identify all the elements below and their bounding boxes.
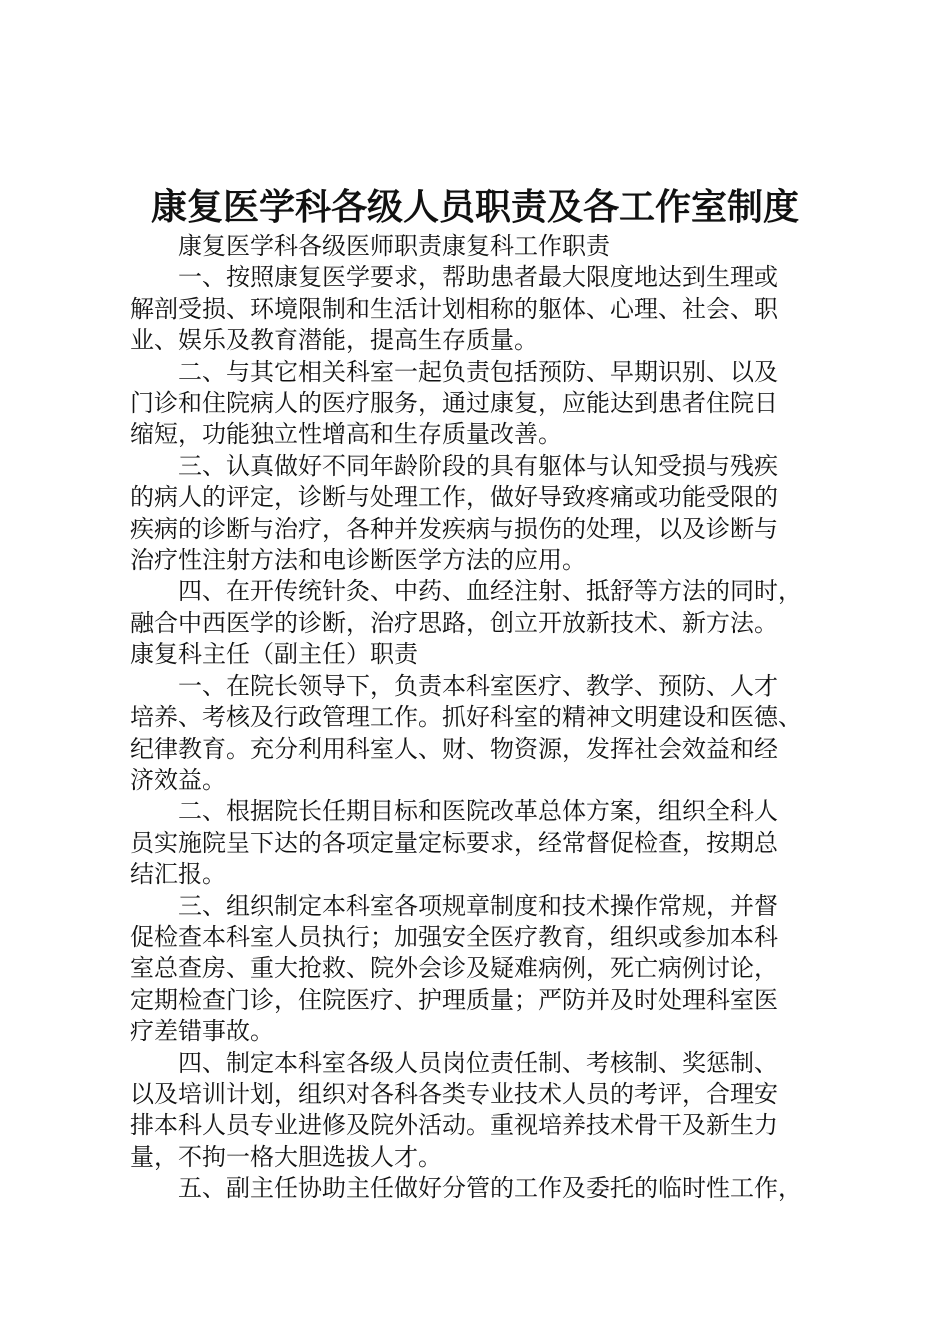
paragraph-line: 三、组织制定本科室各项规章制度和技术操作常规，并督 [178, 891, 778, 920]
paragraph-line: 纪律教育。充分利用科室人、财、物资源，发挥社会效益和经 [130, 734, 778, 763]
paragraph-line: 室总查房、重大抢救、院外会诊及疑难病例，死亡病例讨论， [130, 954, 778, 983]
paragraph-line: 业、娱乐及教育潜能，提高生存质量。 [130, 326, 538, 355]
paragraph-line: 三、认真做好不同年龄阶段的具有躯体与认知受损与残疾 [178, 451, 778, 480]
paragraph-line: 济效益。 [130, 765, 226, 794]
paragraph [130, 1173, 830, 1204]
paragraph-line: 四、制定本科室各级人员岗位责任制、考核制、奖惩制、 [178, 1048, 778, 1077]
document-title: 康复医学科各级人员职责及各工作室制度 [150, 187, 799, 228]
paragraph-line: 量，不拘一格大胆选拔人才。 [130, 1142, 442, 1171]
paragraph-line: 康复科主任（副主任）职责 [130, 640, 418, 669]
paragraph-line: 定期检查门诊，住院医疗、护理质量；严防并及时处理科室医 [130, 985, 778, 1014]
paragraph-line: 一、按照康复医学要求，帮助患者最大限度地达到生理或 [178, 263, 778, 292]
paragraph-line: 的病人的评定，诊断与处理工作，做好导致疼痛或功能受限的 [130, 483, 778, 512]
paragraph-line: 四、在开传统针灸、中药、血经注射、抵舒等方法的同时， [178, 577, 802, 606]
paragraph-line: 排本科人员专业进修及院外活动。重视培养技术骨干及新生力 [130, 1111, 778, 1140]
paragraph-line: 疗差错事故。 [130, 1017, 274, 1046]
paragraph [130, 796, 830, 890]
paragraph-line: 二、根据院长任期目标和医院改革总体方案，组织全科人 [178, 797, 778, 826]
paragraph-line: 培养、考核及行政管理工作。抓好科室的精神文明建设和医德、 [130, 703, 802, 732]
paragraph [130, 231, 830, 262]
paragraph-line: 缩短，功能独立性增高和生存质量改善。 [130, 420, 562, 449]
paragraph-line: 促检查本科室人员执行；加强安全医疗教育，组织或参加本科 [130, 922, 778, 951]
paragraph-line: 结汇报。 [130, 860, 226, 889]
paragraph-line: 二、与其它相关科室一起负责包括预防、早期识别、以及 [178, 357, 778, 386]
paragraph [130, 1048, 830, 1174]
paragraph-line: 以及培训计划，组织对各科各类专业技术人员的考评，合理安 [130, 1079, 778, 1108]
paragraph-line: 门诊和住院病人的医疗服务，通过康复，应能达到患者住院日 [130, 389, 778, 418]
paragraph [130, 357, 830, 451]
paragraph [130, 576, 830, 639]
paragraph [130, 671, 830, 797]
paragraph [130, 891, 830, 1048]
paragraph-line: 疾病的诊断与治疗，各种并发疾病与损伤的处理，以及诊断与 [130, 514, 778, 543]
paragraph-line: 融合中西医学的诊断，治疗思路，创立开放新技术、新方法。 [130, 608, 778, 637]
paragraph [130, 262, 830, 356]
paragraph-line: 五、副主任协助主任做好分管的工作及委托的临时性工作， [178, 1174, 802, 1203]
paragraph-line: 治疗性注射方法和电诊断医学方法的应用。 [130, 546, 586, 575]
paragraph-line: 员实施院呈下达的各项定量定标要求，经常督促检查，按期总 [130, 828, 778, 857]
paragraph [130, 639, 830, 670]
paragraph [130, 451, 830, 577]
paragraph-line: 解剖受损、环境限制和生活计划相称的躯体、心理、社会、职 [130, 294, 778, 323]
paragraph-line: 一、在院长领导下，负责本科室医疗、教学、预防、人才 [178, 671, 778, 700]
document-body [130, 231, 830, 1205]
paragraph-line: 康复医学科各级医师职责康复科工作职责 [178, 232, 610, 260]
